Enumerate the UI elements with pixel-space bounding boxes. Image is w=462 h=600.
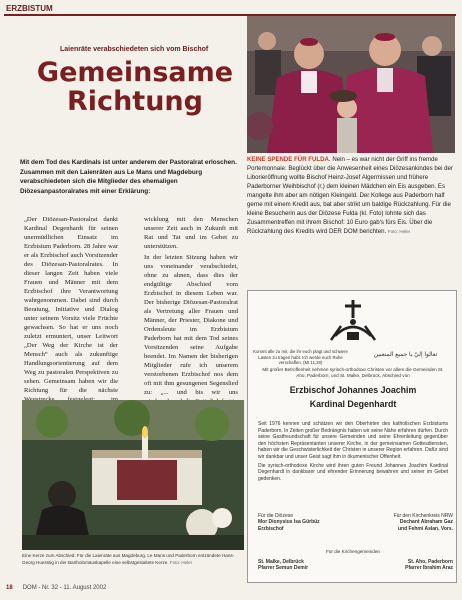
page-number: 18 bbox=[6, 585, 13, 591]
bishops-photo bbox=[247, 16, 455, 153]
issue-info: DOM - Nr. 32 - 11. August 2002 bbox=[22, 585, 107, 591]
candle-photo-caption bbox=[22, 552, 244, 566]
candle-photo bbox=[22, 400, 244, 550]
obituary-intro: Mit großer Betroffenheit nehmen syrisch-orthodoxe Christen vor allem die Gemeinden St. Aho, Paderborn, und St. Malke, Delbrück, Abschied von bbox=[262, 367, 444, 379]
sig-role: Pfarrer Semun Demir bbox=[258, 565, 309, 572]
headline-line2: Richtung bbox=[67, 86, 203, 117]
caption-title: KEINE SPENDE FÜR FULDA. bbox=[247, 156, 331, 163]
church-communities-label: Für die Kirchengemeinden bbox=[326, 549, 380, 554]
kicker: Laienräte verabschiedeten sich vom Bischof bbox=[60, 46, 209, 53]
photo-credit: Foto: Heler bbox=[169, 560, 193, 565]
signature-st-aho bbox=[358, 559, 453, 572]
obituary-notice bbox=[247, 290, 457, 583]
paragraph: Die syrisch-orthodoxe Kirche wird ihren guten Freund Johannes Joachim Kardinal Degenhardt in dankbarer und ehrender Erinnerung bewahren und seiner im Gebet gedenken. bbox=[258, 462, 448, 482]
sig-role: Pfarrer Ibrahim Araz bbox=[405, 565, 453, 572]
sig-name: St. Aho, Paderborn bbox=[407, 559, 453, 565]
obituary-title: Erzbischof Johannes Joachim bbox=[289, 385, 417, 395]
headline bbox=[20, 58, 250, 116]
sig-name: St. Malke, Delbrück bbox=[258, 559, 304, 565]
sig-name: Dechant Abraham Gaz bbox=[399, 519, 453, 526]
article-lead: Mit dem Tod des Kardinals ist unter anderem der Pastoralrat erloschen. Zusammen mit den Laienräten aus Le Mans und Magdeburg verabschiedeten sich die Mitglieder des ehemaligen Diözesanpastoralrates mit einer Erklärung: bbox=[20, 159, 237, 195]
obituary-title-2: Kardinal Degenhardt bbox=[309, 399, 397, 409]
paragraph: „Der Diözesan-Pastoralrat dankt Kardinal Degenhardt für seinen unermüdlichen Einsatz im Erzbistum Paderborn. 28 Jahre war er als Erzbischof auch Vorsitzender des Diözesan-Pastoralrates. In dieser langen Zeit haben viele Frauen und Männer mit dem Erzbischof ihre Verantwortung wahrgenommen. Dabei sind durch Beratung, Initiative und Dialog unter seinem Vorsitz viele Früchte gewachsen. So hat er uns noch zuletzt ermuntert, unser Leitwort „Der Weg der Kirche ist der Mensch“ auch als zukunftige Handlungsorientierung auf dem Weg zu pastoralen Perspektiven zu sehen. Gemeinsam haben wir die Richtung für die nächste bbox=[24, 216, 118, 394]
signature-st-malke bbox=[258, 559, 353, 572]
sig-role: Erzbischof bbox=[258, 525, 284, 532]
sig-label: Für die Diözese bbox=[258, 513, 294, 519]
sig-name: Mor Dionysius Isa Gürbüz bbox=[258, 519, 320, 526]
arabic-quote: تعالوا إليّ يا جميع المتعبين bbox=[373, 352, 438, 358]
photo-credit: Foto: Heler bbox=[387, 229, 411, 234]
paragraph: In der letzten Sitzung haben wir uns voneinander verabschiedet, ohne zu ahnen, dass dies der endgültige Abschied vom Erzbischof in diesem Leben war. Der bisherige Diözesan-Pastoralrat als Vertretung aller Frauen und Männer, der Priester, Diakone und Ordensleute im Erzbistum Paderborn hat mit dem Tod seines Vorsitzenden seine Aufgabe beendet. Im Namen der bisherigen Mitglieder rufe ich unserem verstorbenen Erzbischof nos dem oft mit ihm gesungenen Segenslied zu: „... und bis wir uns bbox=[144, 254, 238, 396]
paragraph: wicklung mit den Menschen unserer Zeit auch in Zukunft mit Rat und Tat und im Gebet zu unterstützen. bbox=[144, 216, 238, 250]
bishops-photo-illustration bbox=[247, 16, 455, 153]
candle-photo-illustration bbox=[22, 400, 244, 550]
caption-text: Eine Kerze zum Abschied: Für die Laienräte aus Magdeburg, Le Mans und Paderborn entzündete Hans-Georg Huesstig in der Bartholomäuskapelle eine selbstgestaltete Kerze. bbox=[22, 553, 235, 565]
page-footer bbox=[6, 585, 458, 591]
church-emblem-icon bbox=[323, 296, 383, 346]
section-tag: ERZBISTUM bbox=[6, 4, 53, 13]
bishops-photo-caption bbox=[247, 155, 455, 236]
sig-role: und Fehmi Aslan, Vors. bbox=[397, 525, 453, 532]
obituary-body bbox=[258, 421, 448, 484]
caption-text: Nein – es war nicht der Griff ins fremde Portemonnaie: Beglückt über die Anwesenheit eines Diözesankindes bei der Liborieröffnung wollte Bischof Heinz-Josef Algermissen und frühere Paderborner Weihbischof (r.) dem kleinen Mädchen ein Eis ausgeben. Es mangelte ihm aber am nötigen Kleingeld. Der Kollege aus Paderborn half gerne mit einem Kredit aus, bat aber strikt um baldige Rückzahlung. Für die kleine Besucherin aus der Diözese Fulda (kl. Foto) lohnte sich das Zusammentreffen mit ihrem Bischof: 10 Euro gab's fürs Eis. Über die Rückzahlung des Kredits wird DER DOM berichten. bbox=[247, 156, 453, 235]
bible-quote: Kommt alle zu mir, die ihr euch plagt und schwere Lasten zu tragen habt. Ich werde euch Ruhe verschaffen. (Mt 11,28) bbox=[253, 349, 348, 366]
signature-church-district bbox=[358, 513, 453, 532]
headline-line1: Gemeinsame bbox=[36, 57, 234, 88]
paragraph: Seit 1976 kennen und schätzen wir den Oberhirten des katholischen Erzbistums Paderborn. In Zeiten großer Bedrängnis haben wir seine Nähe erfahren dürfen. Durch seine Gastfreundschaft für unsere Gemeinden und seine Ehrenleitung gegenüber den höchsten Repräsentanten unserer Kirche, in der gemeinsamen Gottesdiensten, haben wir die Geschwisterlichkeit der Christen in unserer Region erfahren. Dafür sind wir dankbar und unser Geist sagt ihm in ökumenischer Offenheit. bbox=[258, 421, 448, 460]
signature-diocese bbox=[258, 513, 353, 532]
sig-label: Für den Kirchenkreis NRW bbox=[393, 513, 453, 519]
